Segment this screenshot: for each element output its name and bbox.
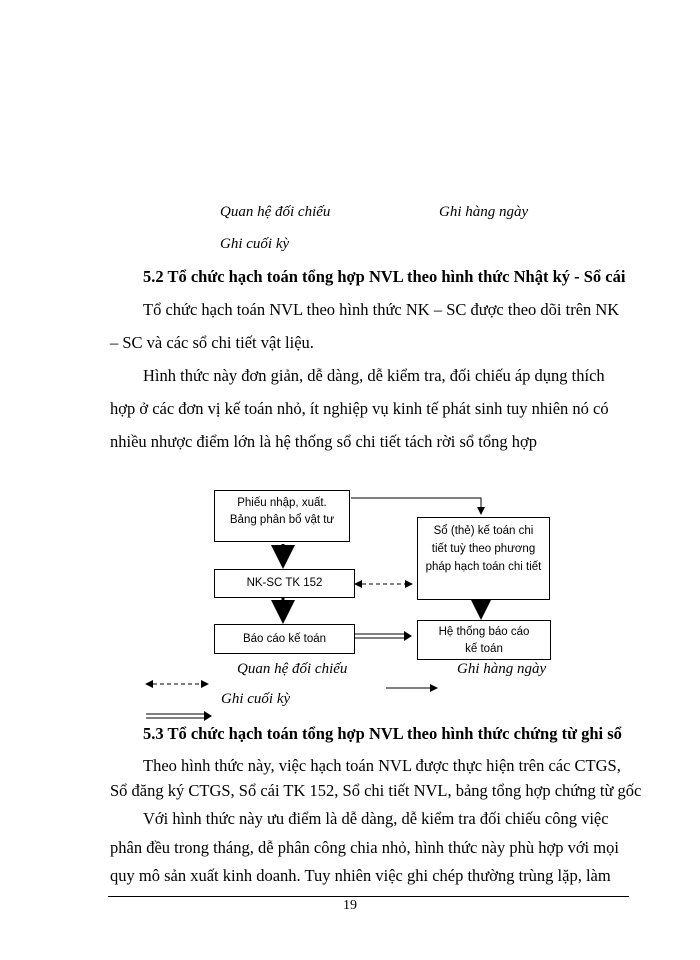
page-number: 19 (343, 898, 357, 913)
box-detail-line1: Sổ (thẻ) kế toán chi (433, 525, 534, 537)
section-53-p2-line1: Với hình thức này ưu điểm là dễ dàng, dễ kiểm tra đối chiếu công việc (143, 809, 609, 828)
section-52-p2-line1: Hình thức này đơn giản, dễ dàng, dễ kiểm tra, đối chiếu áp dụng thích (143, 366, 605, 385)
box-detail-line2: tiết tuỳ theo phương (431, 543, 536, 555)
box-nksc-ledger: NK-SC TK 152 (214, 569, 355, 598)
box-source-documents (214, 490, 350, 542)
section-52-p2-line3: nhiều nhược điểm lớn là hệ thống sổ chi tiết tách rời sổ tổng hợp (110, 432, 537, 451)
section-52-p1-line1: Tổ chức hạch toán NVL theo hình thức NK – SC được theo dõi trên NK (143, 300, 620, 319)
box-system-line2: kế toán (465, 643, 503, 655)
box-source-line1: Phiếu nhập, xuất. (237, 497, 327, 509)
section-53-p2-line2: phân đều trong tháng, dễ phân công chia nhỏ, hình thức này phù hợp với mọi (110, 838, 619, 857)
box-accounting-report: Báo cáo kế toán (214, 624, 355, 654)
box-detail-line3: pháp hạch toán chi tiết (425, 561, 542, 573)
box-system-line1: Hệ thống báo cáo (438, 626, 530, 638)
legend-top-period-end: Ghi cuối kỳ (220, 236, 290, 252)
footer-rule (108, 896, 629, 897)
box-detail-ledger (417, 517, 550, 600)
section-52-p2-line2: hợp ở các đơn vị kế toán nhỏ, ít nghiệp vụ kinh tế phát sinh tuy nhiên nó có (110, 399, 609, 418)
legend-compare: Quan hệ đối chiếu (237, 661, 348, 677)
box-report-system (417, 620, 551, 660)
section-53-p2-line3: quy mô sản xuất kinh doanh. Tuy nhiên việc ghi chép thường trùng lặp, làm (110, 866, 611, 885)
legend-daily: Ghi hàng ngày (457, 661, 547, 677)
section-52-heading: 5.2 Tổ chức hạch toán tổng hợp NVL theo hình thức Nhật ký - Sổ cái (143, 267, 626, 286)
legend-period-end: Ghi cuối kỳ (221, 691, 291, 707)
section-53-heading: 5.3 Tổ chức hạch toán tổng hợp NVL theo hình thức chứng từ ghi sổ (143, 724, 622, 743)
legend-top-daily: Ghi hàng ngày (439, 204, 529, 220)
section-53-p1-line2: Sổ đăng ký CTGS, Sổ cái TK 152, Sổ chi tiết NVL, bảng tổng hợp chứng từ gốc (110, 781, 642, 800)
legend-top-compare: Quan hệ đối chiếu (220, 204, 331, 220)
section-52-p1-line2: – SC và các sổ chi tiết vật liệu. (110, 333, 314, 352)
arrow-source-to-detail (351, 498, 481, 514)
box-source-line2: Bảng phân bổ vật tư (229, 514, 335, 526)
section-53-p1-line1: Theo hình thức này, việc hạch toán NVL được thực hiện trên các CTGS, (143, 756, 621, 775)
